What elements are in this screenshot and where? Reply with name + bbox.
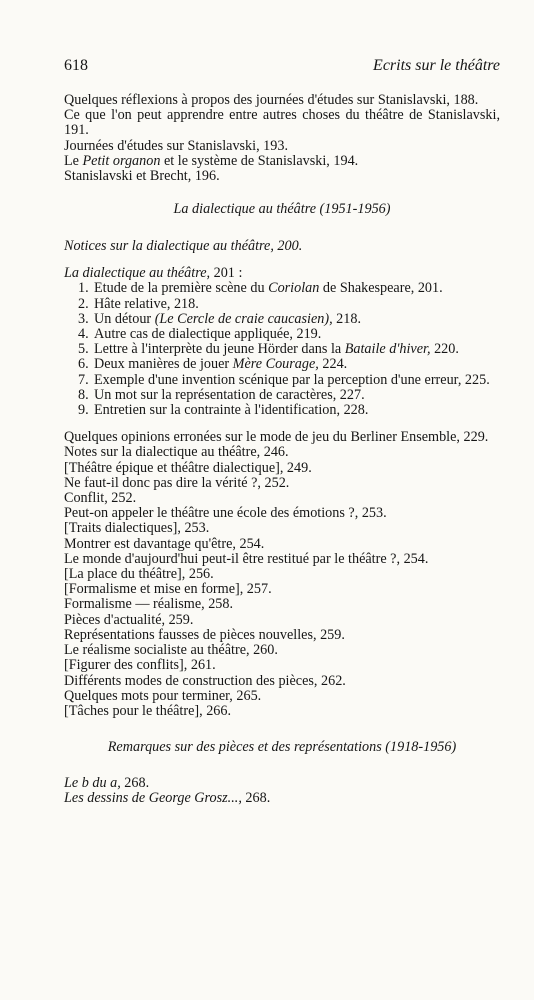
item-text-part: 224. <box>318 356 348 373</box>
item-number: 7. <box>78 371 89 388</box>
running-header <box>64 56 500 76</box>
group-heading-title: La dialectique au théâtre, <box>64 265 211 282</box>
group-heading-page: 201 : <box>210 265 243 282</box>
toc-entry: [Formalisme et mise en forme], 257. <box>64 581 272 598</box>
toc-entries-final <box>64 776 500 806</box>
toc-entry: [Théâtre épique et théâtre dialectique], 249. <box>64 459 312 476</box>
numbered-item <box>78 357 500 372</box>
item-italic-title: Coriolan <box>268 280 320 297</box>
toc-entry: [Tâches pour le théâtre], 266. <box>64 702 232 719</box>
item-text <box>94 403 500 418</box>
running-title: Ecrits sur le théâtre <box>373 57 500 74</box>
toc-entry <box>64 791 500 806</box>
numbered-item <box>78 312 500 327</box>
page-number: 618 <box>64 57 88 74</box>
toc-entry: Journées d'études sur Stanislavski, 193. <box>64 137 289 154</box>
toc-entry: Notes sur la dialectique au théâtre, 246. <box>64 444 289 461</box>
toc-entry: Ce que l'on peut apprendre entre autres choses du théâtre de Stanislavski, 191. <box>64 107 500 139</box>
entry-text: Le <box>64 152 83 169</box>
numbered-item <box>78 327 500 342</box>
entry-text: et le système de Stanislavski, 194. <box>160 152 359 169</box>
group-heading <box>64 266 500 281</box>
numbered-item <box>78 281 500 296</box>
entry-page: 268. <box>241 790 271 807</box>
item-number: 4. <box>78 326 89 343</box>
item-text-part: 218. <box>332 310 361 327</box>
toc-entry: Le réalisme socialiste au théâtre, 260. <box>64 642 278 659</box>
item-number: 1. <box>78 280 89 297</box>
section-title: La dialectique au théâtre (1951-1956) <box>173 201 391 218</box>
toc-entry: Ne faut-il donc pas dire la vérité ?, 252. <box>64 474 290 491</box>
item-number: 8. <box>78 386 89 403</box>
item-text-part: Un détour <box>94 310 155 327</box>
item-text <box>94 357 500 372</box>
toc-entry <box>64 154 500 169</box>
toc-entry: Différents modes de construction des pièces, 262. <box>64 672 346 689</box>
entry-italic-title: Petit organon <box>82 152 161 169</box>
item-text-part: Hâte relative, 218. <box>94 295 199 312</box>
toc-entry: Peut-on appeler le théâtre une école des émotions ?, 253. <box>64 505 387 522</box>
numbered-item <box>78 342 500 357</box>
item-text-part: Deux manières de jouer <box>94 356 233 373</box>
item-text <box>94 342 500 357</box>
toc-entry: [La place du théâtre], 256. <box>64 566 214 583</box>
entry-italic-title: Les dessins de George Grosz..., <box>64 790 242 807</box>
item-text <box>94 312 500 327</box>
subsection-title: Notices sur la dialectique au théâtre, 200. <box>64 238 303 255</box>
numbered-item <box>78 403 500 418</box>
toc-entry: Quelques opinions erronées sur le mode de jeu du Berliner Ensemble, 229. <box>64 429 489 446</box>
toc-entries <box>64 430 500 719</box>
item-text-part: Etude de la première scène du <box>94 280 269 297</box>
item-text-part: de Shakespeare, 201. <box>319 280 443 297</box>
toc-entry: Quelques mots pour terminer, 265. <box>64 687 262 704</box>
toc-entry: Le monde d'aujourd'hui peut-il être restitué par le théâtre ?, 254. <box>64 550 429 567</box>
numbered-item <box>78 388 500 403</box>
toc-entry: Formalisme — réalisme, 258. <box>64 596 234 613</box>
item-text <box>94 297 500 312</box>
toc-entry <box>64 776 500 791</box>
item-number: 2. <box>78 295 89 312</box>
numbered-item <box>78 373 500 388</box>
toc-entry: Conflit, 252. <box>64 490 137 507</box>
toc-entry: Quelques réflexions à propos des journées d'études sur Stanislavski, 188. <box>64 92 479 108</box>
entry-page: 268. <box>120 775 150 792</box>
toc-entry: Montrer est davantage qu'être, 254. <box>64 535 265 552</box>
item-italic-title: (Le Cercle de craie caucasien), <box>154 310 333 327</box>
item-number: 9. <box>78 402 89 419</box>
item-text-part: Exemple d'une invention scénique par la perception d'une erreur, 225. <box>94 371 490 388</box>
toc-entry: Représentations fausses de pièces nouvelles, 259. <box>64 626 345 643</box>
item-text <box>94 281 500 296</box>
item-text-part: Entretien sur la contrainte à l'identification, 228. <box>94 402 369 419</box>
item-text-part: Autre cas de dialectique appliquée, 219. <box>94 326 322 343</box>
item-italic-title: Bataile d'hiver, <box>344 341 431 358</box>
toc-entry: Stanislavski et Brecht, 196. <box>64 168 220 185</box>
toc-entry: [Figurer des conflits], 261. <box>64 657 216 674</box>
toc-entry: Pièces d'actualité, 259. <box>64 611 194 628</box>
toc-entry: [Traits dialectiques], 253. <box>64 520 210 537</box>
numbered-item <box>78 297 500 312</box>
item-number: 6. <box>78 356 89 373</box>
section-title: Remarques sur des pièces et des représentations (1918-1956) <box>107 739 457 756</box>
item-text-part: 220. <box>430 341 459 358</box>
item-text-part: Lettre à l'interprète du jeune Hörder dans la <box>94 341 345 358</box>
item-number: 3. <box>78 310 89 327</box>
page <box>64 56 500 807</box>
entry-italic-title: Le b du a, <box>64 775 121 792</box>
item-italic-title: Mère Courage, <box>232 356 319 373</box>
item-text-part: Un mot sur la représentation de caractères, 227. <box>94 386 365 403</box>
item-text <box>94 327 500 342</box>
item-text <box>94 388 500 403</box>
item-text <box>94 373 500 388</box>
numbered-list <box>64 281 500 418</box>
item-number: 5. <box>78 341 89 358</box>
